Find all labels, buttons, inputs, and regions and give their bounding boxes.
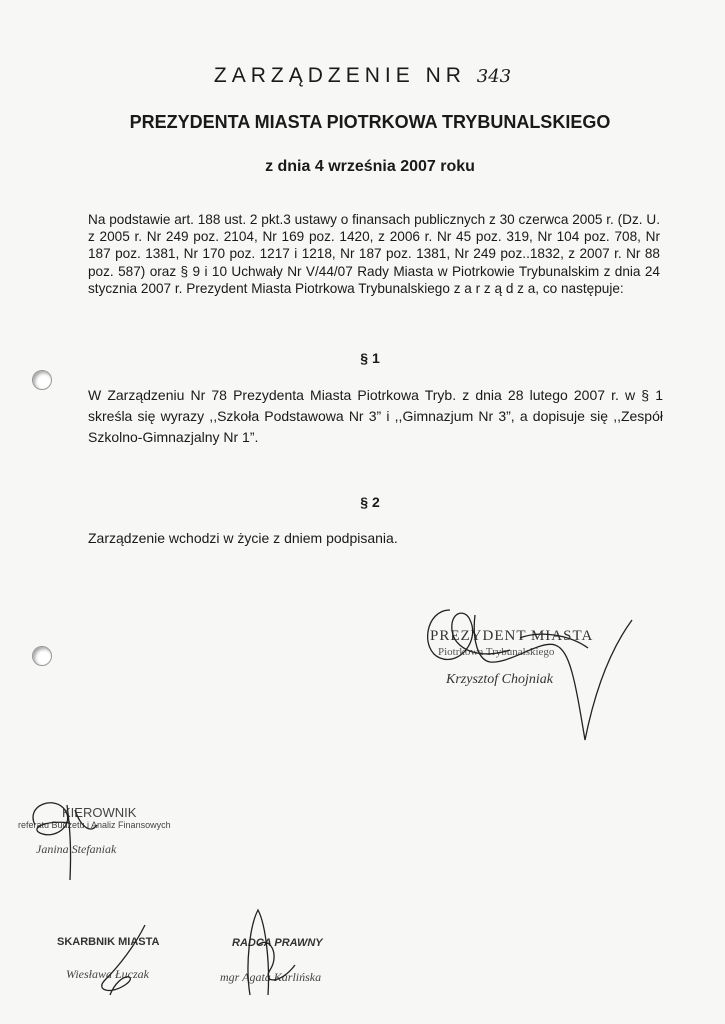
- mayor-name: Krzysztof Chojniak: [446, 672, 553, 687]
- punch-hole-bottom: [32, 646, 52, 666]
- date-line: z dnia 4 września 2007 roku: [265, 158, 475, 175]
- section-2-text: Zarządzenie wchodzi w życie z dniem podpisania.: [88, 530, 398, 546]
- document-title: [0, 64, 725, 88]
- mayor-stamp-city: Piotrkowa Trybunalskiego: [438, 646, 555, 658]
- legal-name: mgr Agata Karlińska: [220, 970, 322, 984]
- head-stamp-title: KIEROWNIK: [62, 805, 137, 820]
- mayor-stamp-title: PREZYDENT MIASTA: [430, 628, 594, 644]
- legal-title: RADCA PRAWNY: [232, 937, 323, 949]
- legal-signature: [240, 905, 320, 1000]
- mayor-signature: [420, 600, 640, 750]
- head-name: Janina Stefaniak: [36, 842, 117, 856]
- head-signature: [25, 795, 135, 885]
- section-1-text: W Zarządzeniu Nr 78 Prezydenta Miasta Piotrkowa Tryb. z dnia 28 lutego 2007 r. w § 1 skreśla się wyrazy ,,Szkoła Podstawowa Nr 3” i ,,Gimnazjum Nr 3”, a dopisuje się ,,Zespół Szkolno-Gimnazjalny Nr 1”.: [88, 387, 663, 445]
- preamble-paragraph: Na podstawie art. 188 ust. 2 pkt.3 ustawy o finansach publicznych z 30 czerwca 2005 r. (Dz. U. z 2005 r. Nr 249 poz. 2104, Nr 169 poz. 1420, z 2006 r. Nr 45 poz. 319, Nr 104 poz. 708, Nr 187 poz. 1381, Nr 170 poz. 1217 i 1218, Nr 187 poz. 1381, Nr 249 poz..1832, z 2007 r. Nr 88 poz. 587) oraz § 9 i 10 Uchwały Nr V/44/07 Rady Miasta w Piotrkowie Trybunalskim z dnia 24 stycznia 2007 r. Prezydent Miasta Piotrkowa Trybunalskiego z a r z ą d z a, co następuje:: [88, 212, 660, 296]
- head-stamp-dept: referatu Budżetu i Analiz Finansowych: [18, 820, 171, 830]
- handwritten-number: 343: [476, 66, 512, 87]
- issuer-heading: PREZYDENTA MIASTA PIOTRKOWA TRYBUNALSKIEGO: [129, 112, 611, 132]
- section-2-title: § 2: [360, 494, 380, 510]
- treasurer-name: Wiesława Łuczak: [66, 967, 149, 981]
- treasurer-signature: [85, 925, 175, 1000]
- punch-hole-top: [32, 370, 52, 390]
- section-1-title: § 1: [360, 350, 380, 366]
- treasurer-title: SKARBNIK MIASTA: [57, 936, 160, 948]
- title-prefix: ZARZĄDZENIE NR: [213, 64, 466, 87]
